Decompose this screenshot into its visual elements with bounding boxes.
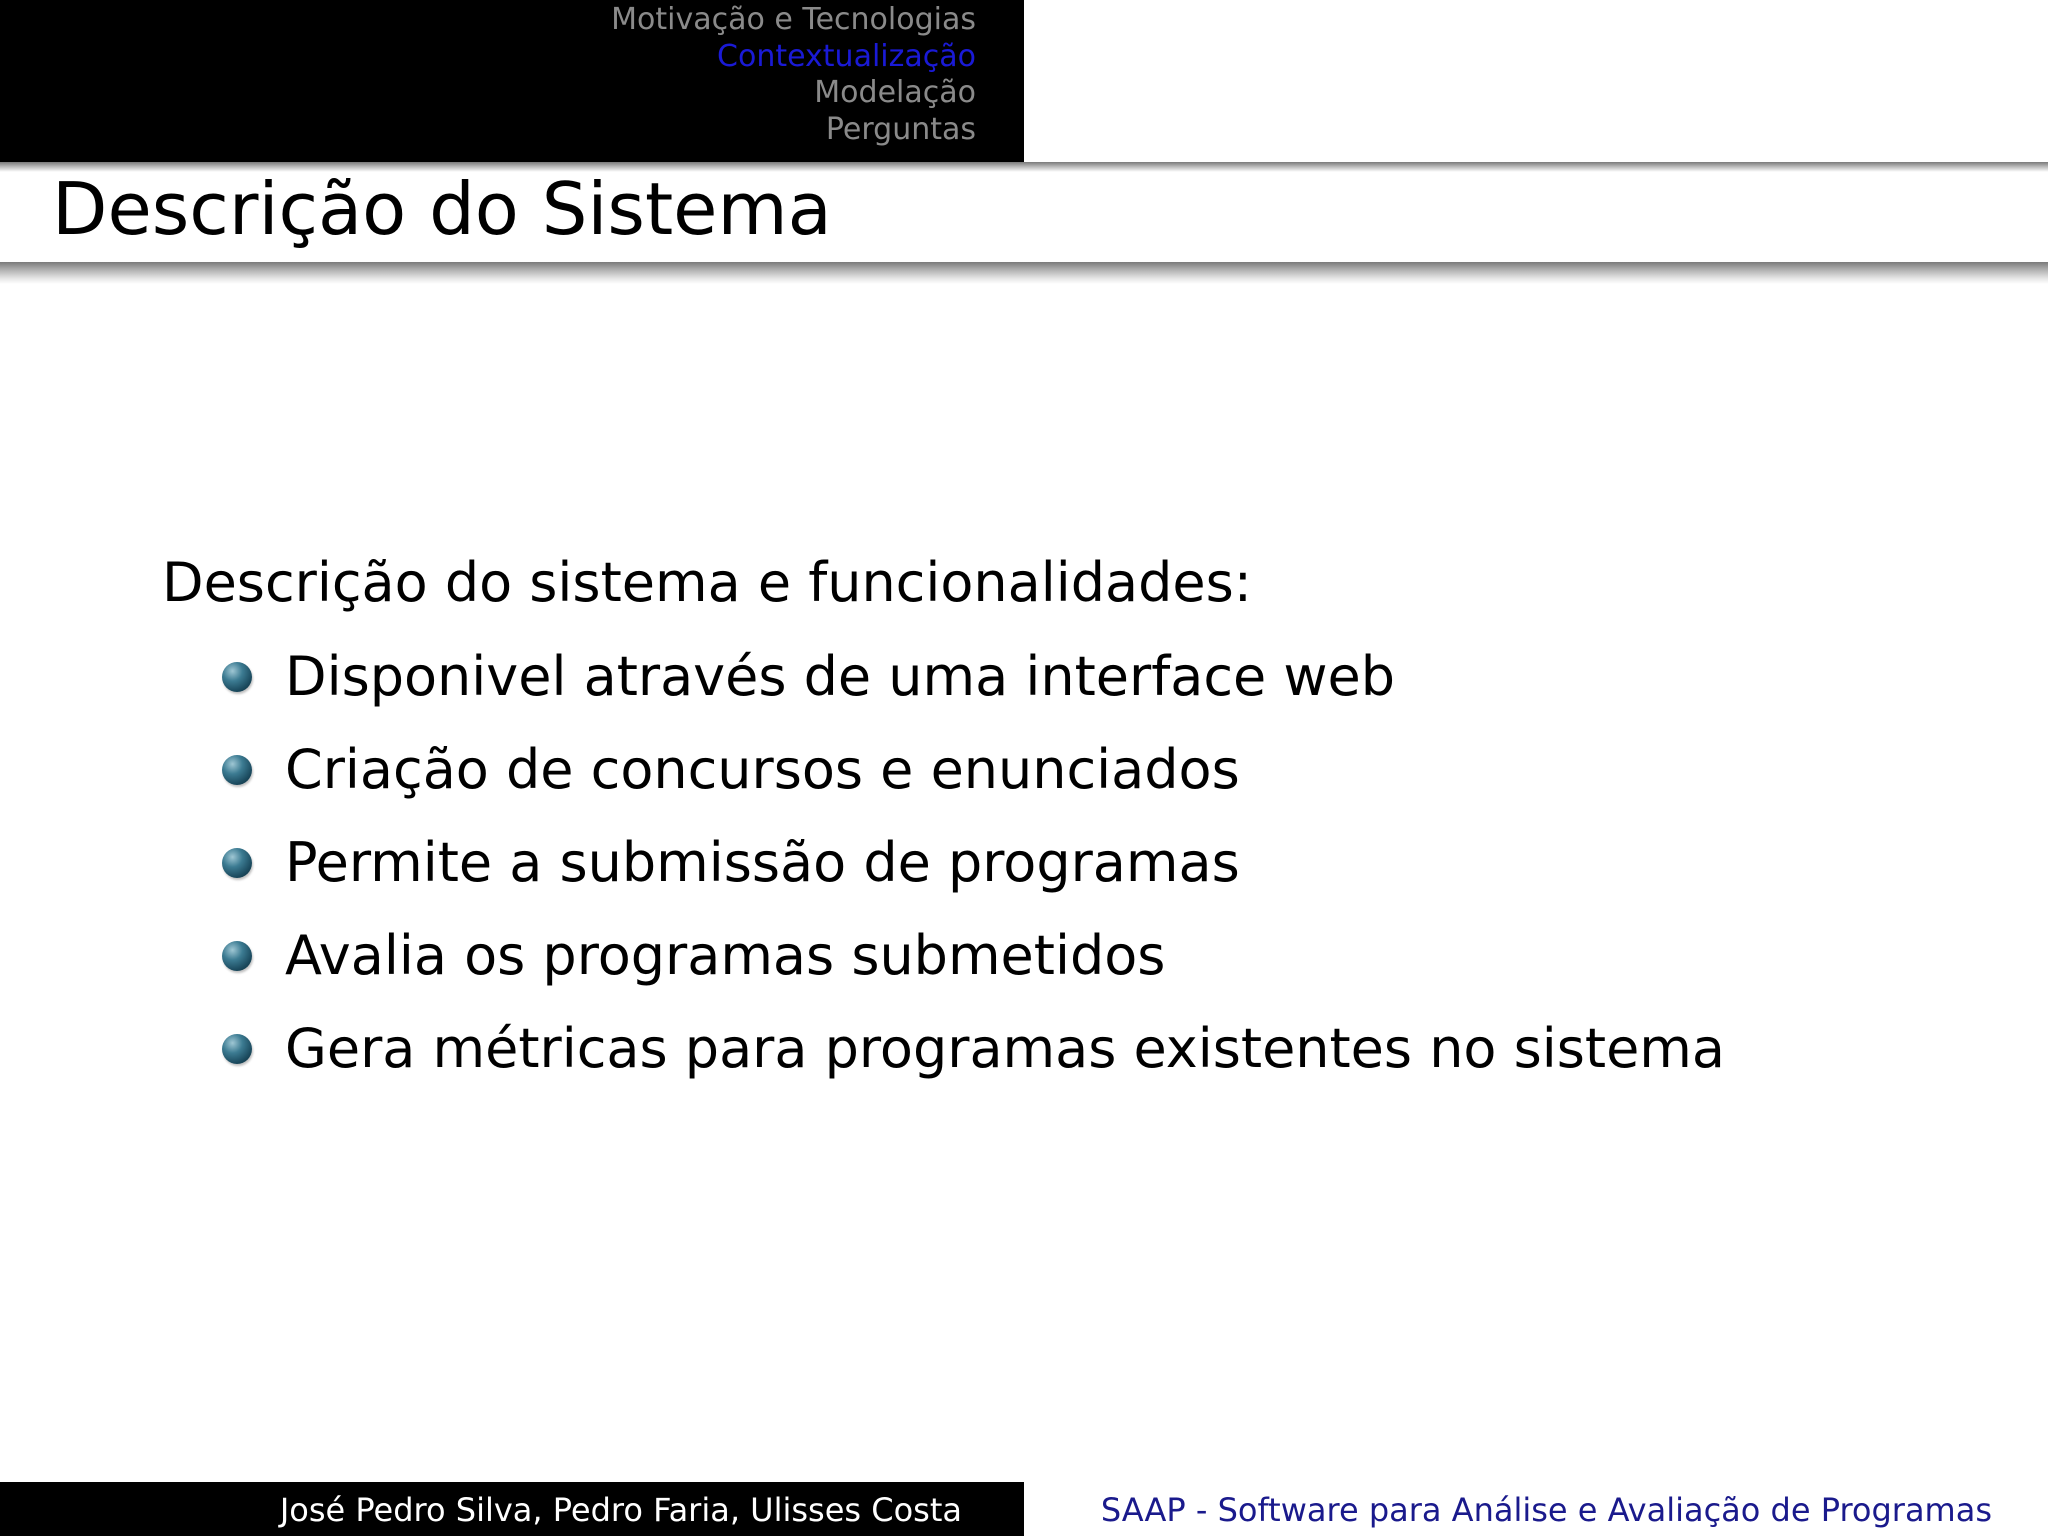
- section-navigation: [0, 0, 1024, 162]
- bullet-item: [162, 923, 1912, 1016]
- slide-content: [162, 550, 1912, 1109]
- bullet-item: [162, 1016, 1912, 1109]
- nav-item-motivacao[interactable]: Motivação e Tecnologias: [611, 2, 976, 37]
- bullet-sphere-icon: [222, 941, 252, 971]
- bullet-text: Avalia os programas submetidos: [285, 924, 1166, 987]
- bullet-sphere-icon: [222, 848, 252, 878]
- footer-presentation-title: SAAP - Software para Análise e Avaliação de Programas: [1100, 1491, 1992, 1529]
- bullet-text: Gera métricas para programas existentes no sistema: [285, 1017, 1725, 1080]
- section-nav-list: [611, 2, 976, 148]
- bullet-text: Criação de concursos e enunciados: [285, 738, 1240, 801]
- footer-authors: José Pedro Silva, Pedro Faria, Ulisses Costa: [279, 1491, 962, 1529]
- bullet-item: [162, 830, 1912, 923]
- bullet-sphere-icon: [222, 755, 252, 785]
- footer-title-bar: [1024, 1482, 2048, 1536]
- nav-item-perguntas[interactable]: Perguntas: [825, 111, 976, 147]
- bullet-sphere-icon: [222, 662, 252, 692]
- intro-text: Descrição do sistema e funcionalidades:: [162, 551, 1252, 614]
- footer-authors-bar: [0, 1482, 1024, 1536]
- bullet-list: [162, 644, 1912, 1109]
- bullet-sphere-icon: [222, 1034, 252, 1064]
- title-rule-bottom: [0, 262, 2048, 284]
- nav-item-modelacao[interactable]: Modelação: [814, 75, 976, 110]
- bullet-item: [162, 644, 1912, 737]
- bullet-item: [162, 737, 1912, 830]
- bullet-text: Disponivel através de uma interface web: [285, 645, 1396, 708]
- slide-title: Descrição do Sistema: [52, 167, 832, 251]
- nav-item-contextualizacao[interactable]: Contextualização: [717, 38, 976, 74]
- bullet-text: Permite a submissão de programas: [285, 831, 1240, 894]
